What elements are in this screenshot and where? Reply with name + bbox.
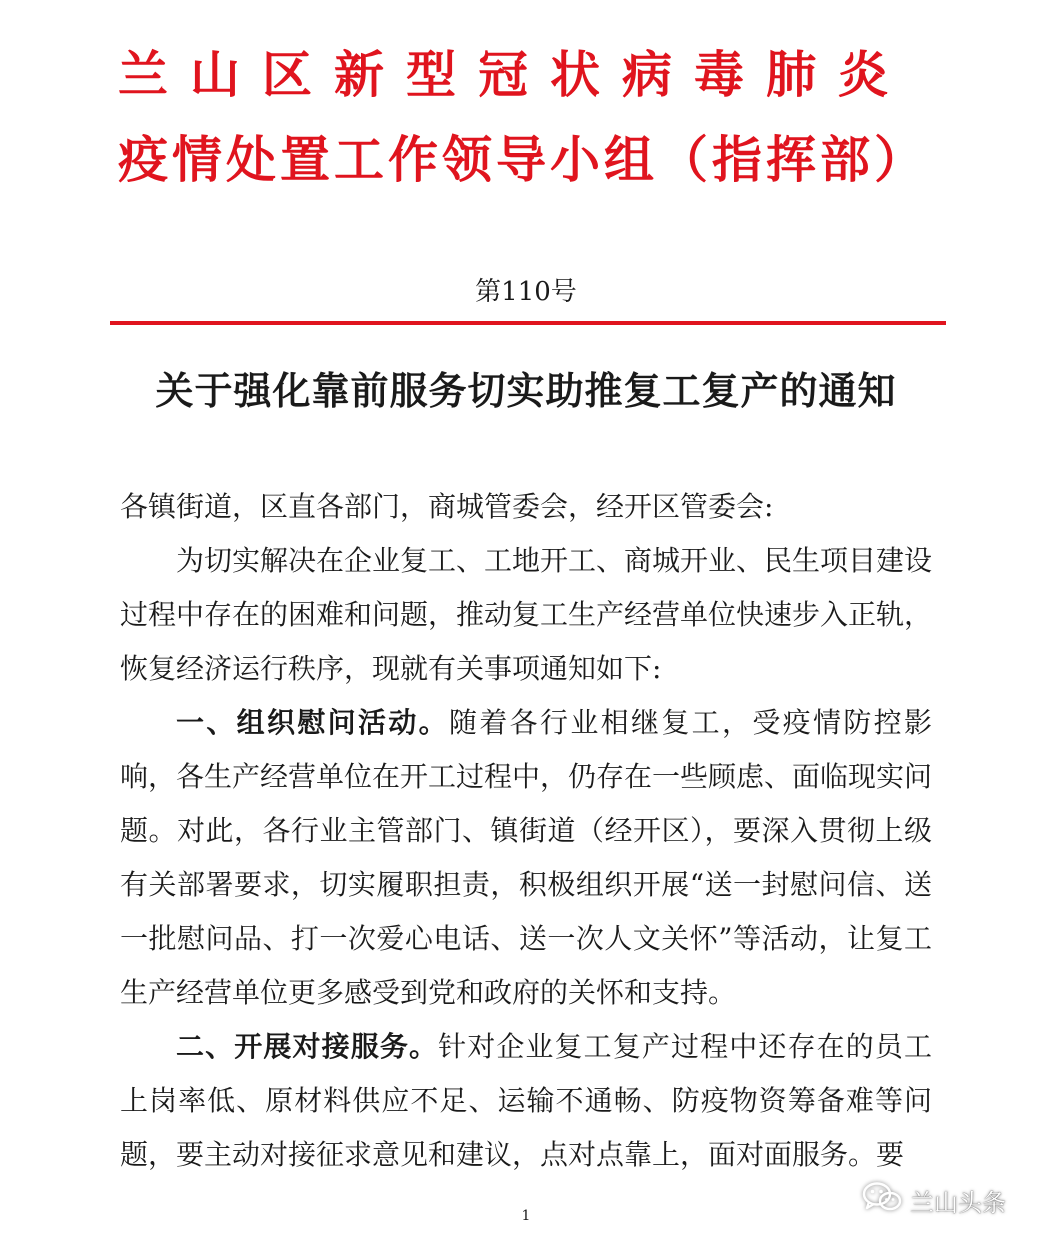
salutation: 各镇街道，区直各部门，商城管委会，经开区管委会:	[120, 490, 774, 523]
watermark-label: 兰山头条	[910, 1188, 1006, 1217]
paragraph-text: 针对企业复工复产过程中还存在的员工上岗率低、原材料供应不足、运输不通畅、防疫物资筹备难等问题，要主动对接征求意见和建议，点对点靠上，面对面服务。要	[120, 1030, 932, 1171]
paragraph-section-1	[120, 696, 932, 1020]
paragraph-section-2	[120, 1020, 932, 1182]
wechat-icon	[862, 1181, 902, 1219]
issuer-name-line2: 疫情处置工作领导小组（指挥部）	[118, 131, 928, 189]
source-watermark	[862, 1180, 1006, 1220]
paragraph-intro	[120, 534, 932, 696]
document-number: 第110号	[475, 277, 577, 307]
paragraph-text: 为切实解决在企业复工、工地开工、商城开业、民生项目建设过程中存在的困难和问题，推动复工生产经营单位快速步入正轨，恢复经济运行秩序，现就有关事项通知如下:	[120, 544, 933, 685]
paragraph-text: 随着各行业相继复工，受疫情防控影响，各生产经营单位在开工过程中，仍存在一些顾虑、面临现实问题。对此，各行业主管部门、镇街道（经开区），要深入贯彻上级有关部署要求，切实履职担责，积极组织开展“送一封慰问信、送一批慰问品、打一次爱心电话、送一次人文关怀”等活动，让复工生产经营单位更多感受到党和政府的关怀和支持。	[120, 706, 933, 1009]
issuer-name-line1: 兰山区新型冠状病毒肺炎	[118, 46, 910, 104]
document-title: 关于强化靠前服务切实助推复工复产的通知	[155, 369, 897, 413]
page-number: 1	[521, 1208, 531, 1224]
red-divider-line	[110, 321, 946, 325]
document-body	[120, 480, 932, 1182]
section-heading: 一、组织慰问活动。	[176, 706, 449, 739]
section-heading: 二、开展对接服务。	[176, 1030, 439, 1063]
